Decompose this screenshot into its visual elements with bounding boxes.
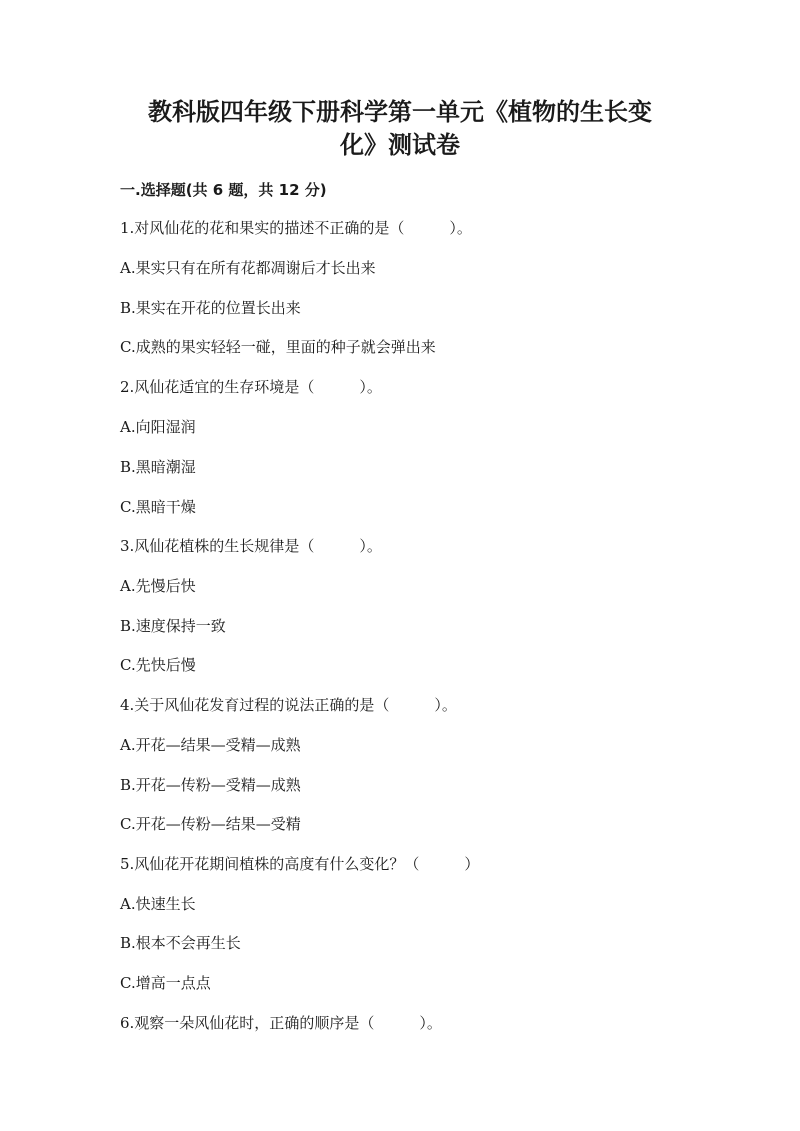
title-line-2: 化》测试卷 [340, 131, 460, 159]
question-4-stem: 4.关于风仙花发育过程的说法正确的是（ ）。 [120, 696, 457, 714]
question-5-option-c: C.增高一点点 [120, 974, 211, 992]
question-5-option-b: B.根本不会再生长 [120, 934, 241, 952]
question-1-option-c: C.成熟的果实轻轻一碰，里面的种子就会弹出来 [120, 338, 436, 356]
question-6-stem: 6.观察一朵风仙花时，正确的顺序是（ ）。 [120, 1014, 442, 1032]
question-1-option-b: B.果实在开花的位置长出来 [120, 299, 301, 317]
question-5-stem: 5.风仙花开花期间植株的高度有什么变化？（ ） [120, 855, 480, 873]
question-5-option-a: A.快速生长 [120, 895, 196, 913]
section-heading: 一.选择题(共 6 题，共 12 分) [120, 181, 327, 199]
question-3-option-c: C.先快后慢 [120, 656, 196, 674]
question-4-option-a: A.开花—结果—受精—成熟 [120, 736, 301, 754]
question-1-stem: 1.对风仙花的花和果实的描述不正确的是（ ）。 [120, 219, 472, 237]
question-2-stem: 2.风仙花适宜的生存环境是（ ）。 [120, 378, 382, 396]
question-3-stem: 3.风仙花植株的生长规律是（ ）。 [120, 537, 382, 555]
question-4-option-b: B.开花—传粉—受精—成熟 [120, 776, 301, 794]
question-2-option-b: B.黑暗潮湿 [120, 458, 196, 476]
question-3-option-b: B.速度保持一致 [120, 617, 226, 635]
question-4-option-c: C.开花—传粉—结果—受精 [120, 815, 301, 833]
title-line-1: 教科版四年级下册科学第一单元《植物的生长变 [148, 98, 652, 126]
question-1-option-a: A.果实只有在所有花都凋谢后才长出来 [120, 259, 376, 277]
question-3-option-a: A.先慢后快 [120, 577, 196, 595]
page-title [100, 96, 700, 162]
question-2-option-a: A.向阳湿润 [120, 418, 196, 436]
question-2-option-c: C.黑暗干燥 [120, 498, 196, 516]
